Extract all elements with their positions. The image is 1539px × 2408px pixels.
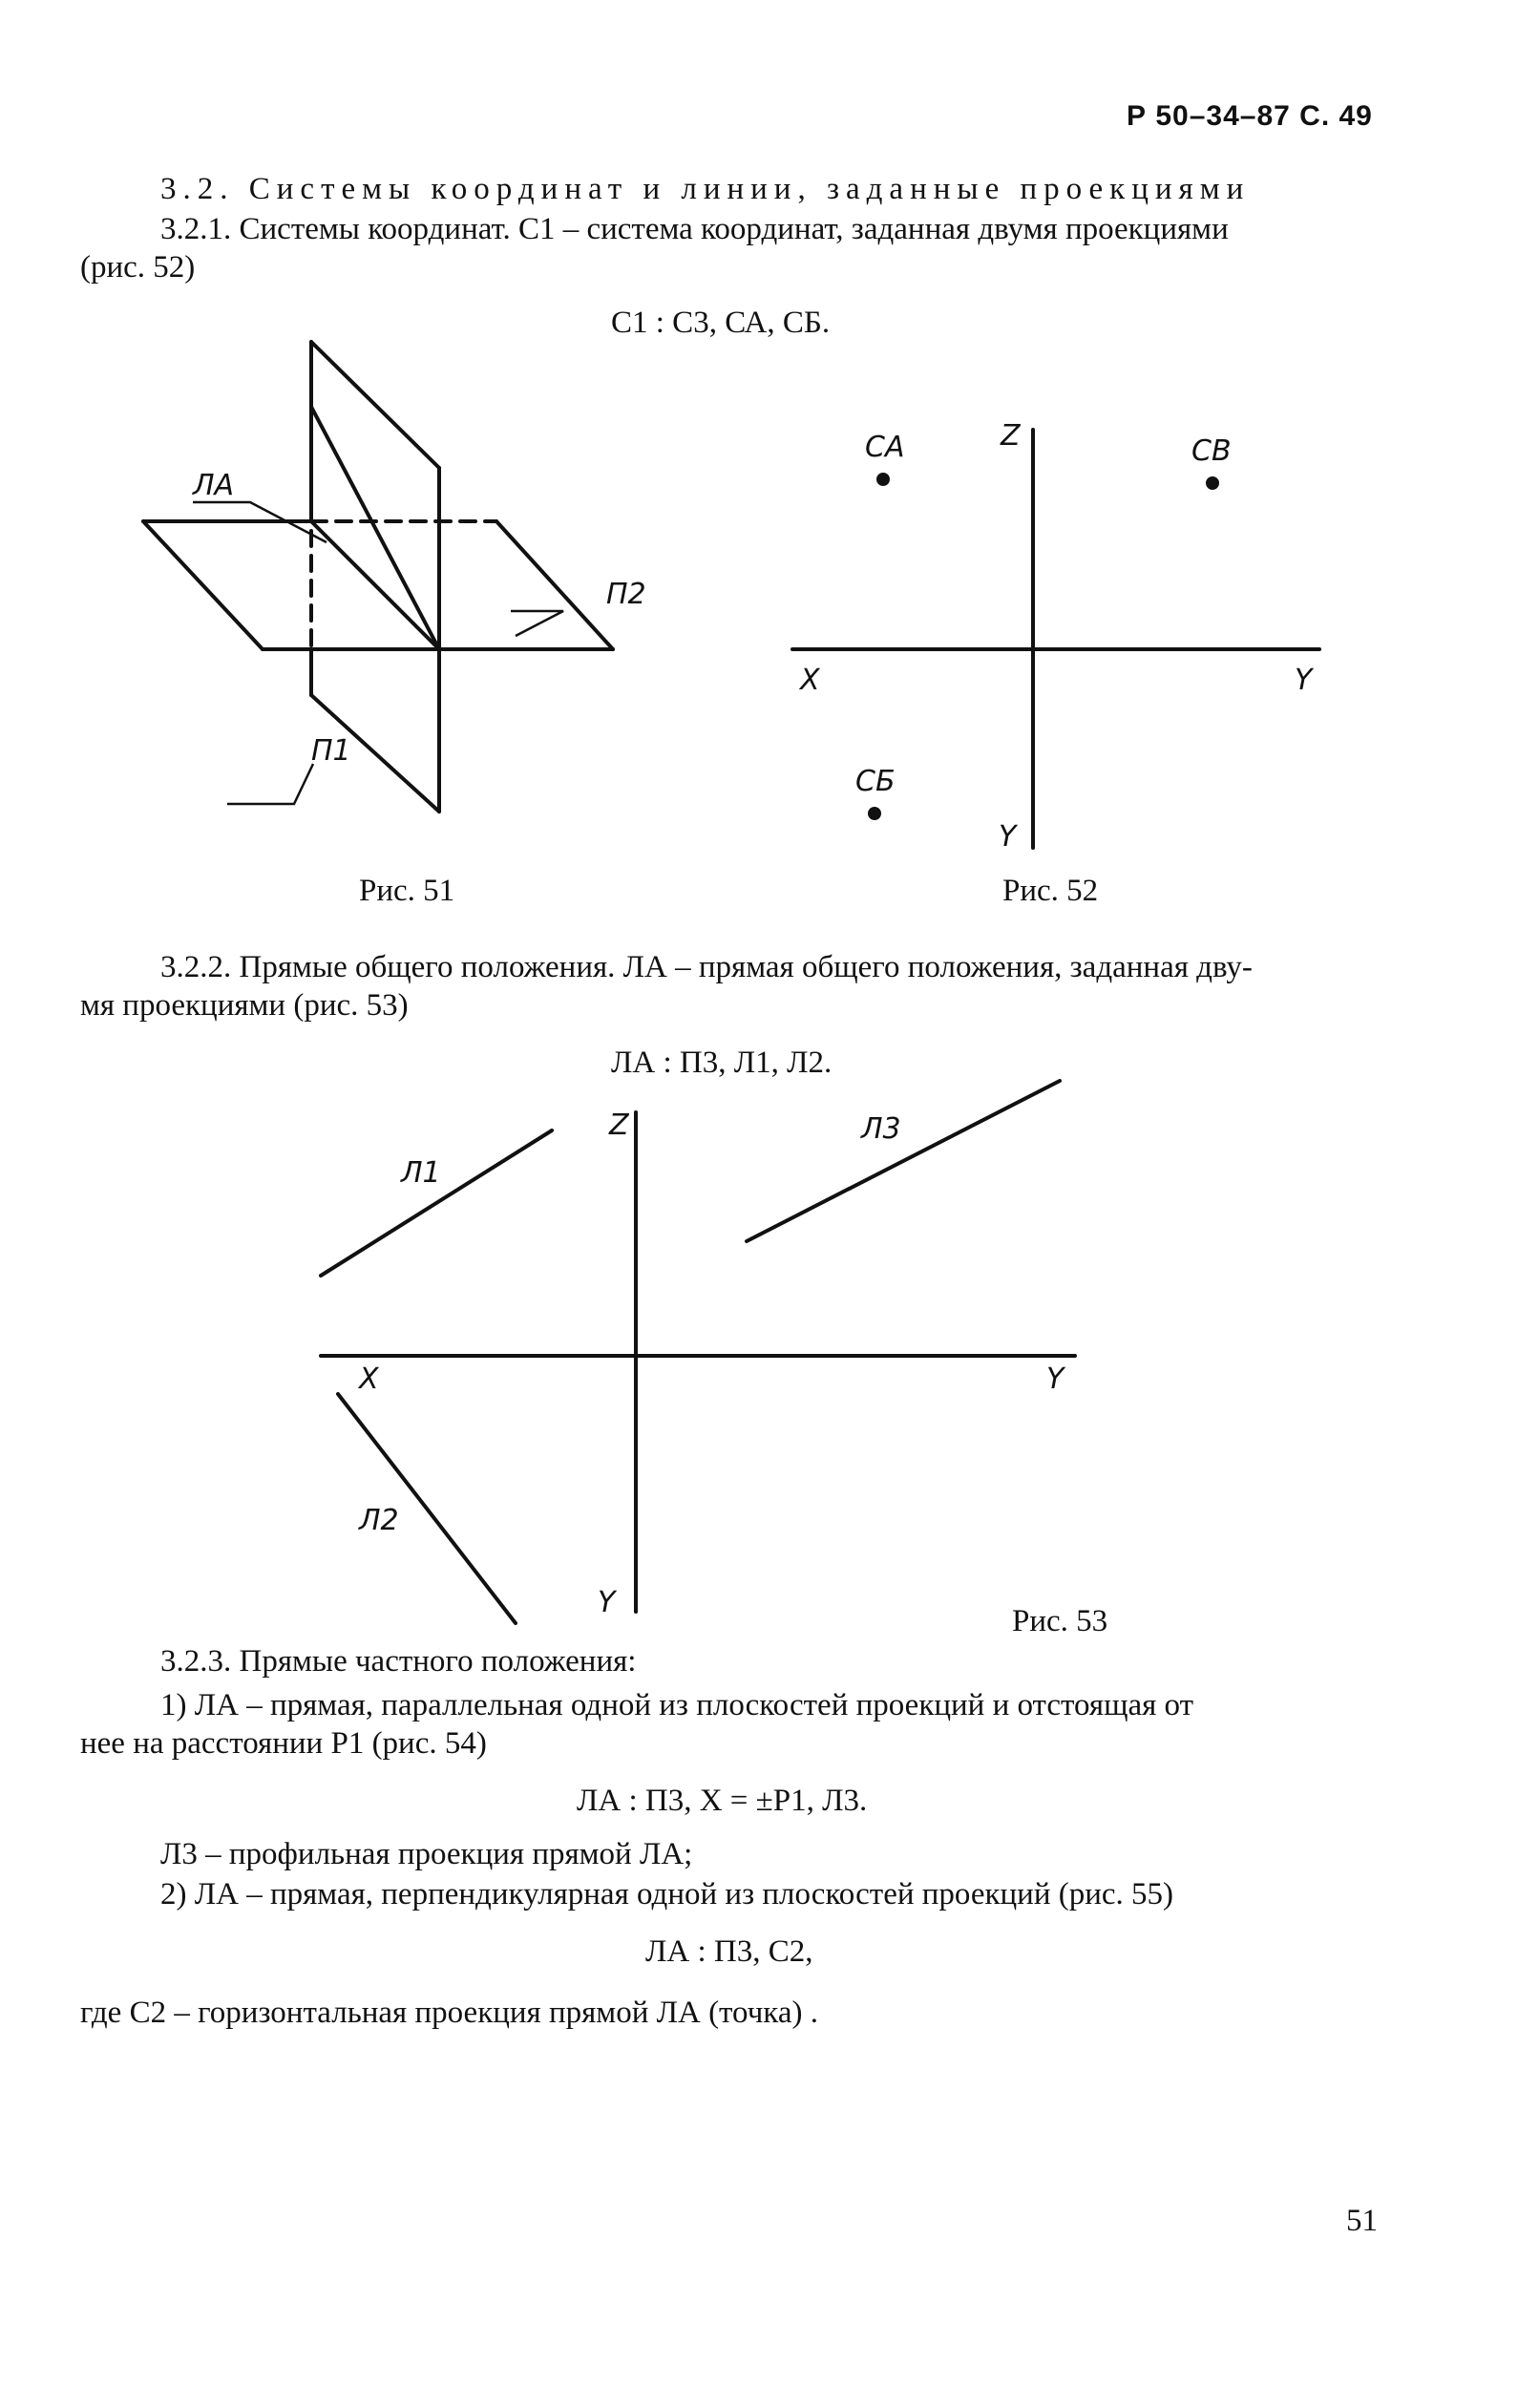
final-sentence: где С2 – горизонтальная проекция прямой ЛА (точка) . xyxy=(80,1996,818,2030)
axis-label-y-bottom: Y xyxy=(999,820,1017,854)
l3-note: Л3 – профильная проекция прямой ЛА; xyxy=(160,1837,693,1871)
point-cv xyxy=(1206,476,1219,490)
item-1-line1: 1) ЛА – прямая, параллельная одной из плоскостей проекций и отстоящая от xyxy=(160,1688,1194,1722)
horizontal-plane-right-edge xyxy=(496,521,613,649)
caption-fig-53: Рис. 53 xyxy=(1012,1604,1108,1638)
label-p1: П1 xyxy=(311,734,351,768)
line-la xyxy=(311,521,439,649)
label-ca: СА xyxy=(865,431,905,464)
figure-52 xyxy=(783,420,1337,859)
point-cb xyxy=(868,807,881,820)
item-2: 2) ЛА – прямая, перпендикулярная одной из плоскостей проекций (рис. 55) xyxy=(160,1877,1174,1912)
horizontal-plane-left-edge xyxy=(143,521,263,649)
label-cb: СБ xyxy=(855,765,896,798)
vertical-plane-upper xyxy=(311,342,439,649)
axis-label-z: Z xyxy=(609,1109,629,1142)
vertical-plane-back-edge xyxy=(311,342,439,468)
formula-la-c2: ЛА : П3, С2, xyxy=(645,1934,813,1969)
paragraph-3-2-1-line1: 3.2.1. Системы координат. С1 – система координат, заданная двумя проекциями xyxy=(160,212,1229,246)
item-1-line2: нее на расстоянии Р1 (рис. 54) xyxy=(80,1726,487,1761)
point-ca xyxy=(876,473,890,486)
caption-fig-51: Рис. 51 xyxy=(359,874,455,908)
figure-53 xyxy=(306,1069,1088,1642)
formula-la-l1-l2: ЛА : П3, Л1, Л2. xyxy=(611,1046,833,1080)
paragraph-3-2-2-line1: 3.2.2. Прямые общего положения. ЛА – прямая общего положения, заданная дву- xyxy=(160,950,1253,984)
label-l3: Л3 xyxy=(861,1112,901,1146)
paragraph-3-2-3-title: 3.2.3. Прямые частного положения: xyxy=(160,1644,637,1679)
label-la: ЛА xyxy=(193,469,235,502)
paragraph-3-2-1-line2: (рис. 52) xyxy=(80,250,196,285)
axis-label-x: X xyxy=(359,1362,379,1396)
caption-fig-52: Рис. 52 xyxy=(1002,874,1099,908)
axis-label-y-right: Y xyxy=(1046,1362,1065,1396)
paragraph-3-2-2-line2: мя проекциями (рис. 53) xyxy=(80,988,409,1023)
formula-la-x-p1: ЛА : П3, Х = ±Р1, Л3. xyxy=(577,1784,868,1818)
section-heading: 3.2. Системы координат и линии, заданные проекциями xyxy=(160,172,1251,206)
line-l1 xyxy=(321,1130,552,1276)
label-p2: П2 xyxy=(606,578,646,611)
page-number: 51 xyxy=(1346,2204,1378,2238)
leader-p2 xyxy=(511,611,563,636)
document-code-header: Р 50–34–87 С. 49 xyxy=(1127,100,1373,132)
axis-label-y-bottom: Y xyxy=(598,1586,616,1619)
axis-label-x: X xyxy=(800,664,820,697)
axis-label-z: Z xyxy=(1001,419,1021,453)
figure-51 xyxy=(124,334,659,831)
line-l3 xyxy=(747,1081,1060,1241)
label-cv: СВ xyxy=(1191,434,1232,468)
label-l2: Л2 xyxy=(359,1504,399,1537)
axis-label-y-right: Y xyxy=(1295,664,1313,697)
label-l1: Л1 xyxy=(401,1156,441,1190)
formula-c1: С1 : С3, СА, СБ. xyxy=(611,306,831,340)
leader-p1 xyxy=(227,764,313,804)
